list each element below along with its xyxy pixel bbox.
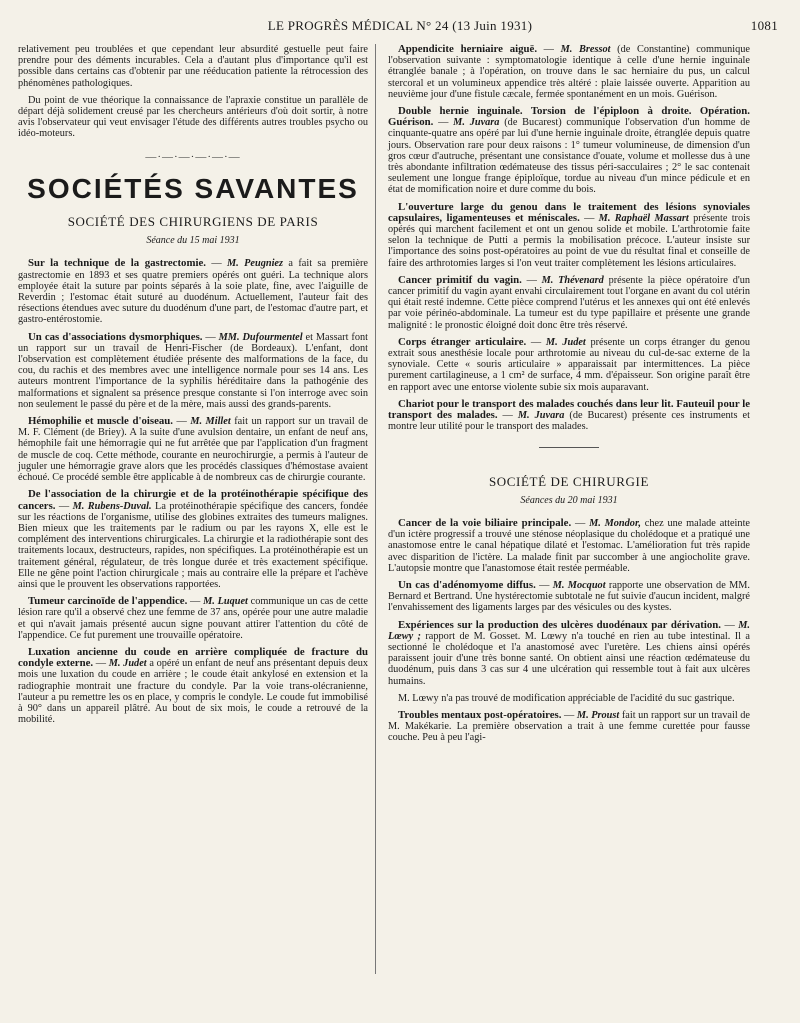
article-title: Double hernie inguinale. Torsion de l'épiploon à droite. Opération. Guérison. [388,105,750,129]
article-author: M. Proust [576,709,620,721]
article-text: fait un rapport sur un travail de M. F. Clément (de Briey). A la suite d'une avulsion dentaire, un enfant de neuf ans, hémophile fait une hémorragie qui ne fut arrêtée que par l'application d'un fragment de muscle de coq. Cette méthode, courante en neurochirurgie, a permis à l'auteur de juguler une hémorragie grave alors que les procédés classiques d'hémostase avaient échoué. Ce procédé semble être applicable à de nombreux cas de chirurgie courante. [18,416,368,484]
article-chariot: Chariot pour le transport des malades couchés dans leur lit. Fauteuil pour le transport des malades. — M. Juvara (de Bucarest) présente ces instruments et montre leur utilité pour le transport des malades. [388,397,750,433]
article-tumeur-carcinoide: Tumeur carcinoïde de l'appendice. — M. Luquet communique un cas de cette lésion rare qu'il a observé chez une femme de 37 ans, opérée pour une autre maladie et qui n'avait jamais présenté aucun signe pouvant attirer l'attention du côté de l'appendice. Ce fut purement une trouvaille opératoire. [18,595,368,641]
article-text: présente trois opérés qui marchent facilement et ont un genou solide et mobile. L'arthrotomie faite selon la technique de Putti a permis la mobilisation précoce. L'auteur insiste sur l'importance des soins post-opératoires au point de vue du résultat final et conseille de faire des arthrotomies larges si l'on veut traiter complètement les lésions articulaires. [388,212,750,269]
article-title: Un cas d'associations dysmorphiques. [28,330,203,343]
article-double-hernie: Double hernie inguinale. Torsion de l'épiploon à droite. Opération. Guérison. — M. Juvara (de Bucarest) communique l'observation d'un homme de cinquante-quatre ans opéré par lui d'une hernie inguinale droite, étranglée depuis quatre jours. Observation rare pour deux raisons : 1° tumeur volumineuse, de dimension d'un gros cœur d'autruche, présentant une consistance d'ouate, volume et mollesse dus à une très abondante infiltration œdémateuse des tissus péri-sacculaires ; 2° le sac contenait seulement une longue frange épiploïque, tordue au niveau d'un mince pédicule et en état de momification noire et dure comme du bois. [388,105,750,196]
article-author: M. Millet [190,416,231,428]
article-title: Sur la technique de la gastrectomie. [28,257,206,270]
article-corps-etranger: Corps étranger articulaire. — M. Judet présente un corps étranger du genou extrait sous anesthésie locale pour arthrotomie au niveau du cul-de-sac externe de la synoviale. Cette « souris articulaire » apparaissait par intermittences. La pièce purement cartilagineuse, a 1 cm² de surface, 4 mm. d'épaisseur. Son origine paraît être en rapport avec une entorse violente subie six mois auparavant. [388,335,750,393]
article-dysmorphiques: Un cas d'associations dysmorphiques. — MM. Dufourmentel et Massart font un rapport sur un travail de Henri-Fischer (de Bordeaux). L'enfant, dont l'observation est complètement étudiée présente des malformations de la face, du cou, du rachis et des membres avec une intelligence normale pour ses 14 ans. Les auteurs montrent l'importance de la syphilis héréditaire dans la pathogénie des malformations et signalent sa présence presque constante si l'on interroge avec soin non seulement le passé du père et de la mère, mais aussi des grands-parents. [18,330,368,410]
left-column [18,44,368,731]
article-author: M. Lœwy ; [388,619,750,642]
section-title: SOCIÉTÉS SAVANTES [27,172,359,204]
article-author: M. Judet [108,658,147,670]
article-text: chez une malade atteinte d'un ictère progressif a trouvé une sténose néoplasique du cholédoque et a pratiqué une anastomose entre le canal hépatique dilaté et l'estomac. L'amélioration fut très rapide avec disparition de l'ictère. La malade finit par succomber à une angiocholite grave. L'autopsie montre que l'anastomose était restée perméable. [388,517,750,574]
article-author: M. Juvara [517,410,565,422]
article-text: communique un cas de cette lésion rare qu'il a observé chez une femme de 37 ans, opérée pour une autre maladie et qui n'avait jamais présenté aucun signe pouvant attirer l'attention du côté de l'appendice. Ce fut purement une trouvaille opératoire. [18,596,368,641]
seance-date: Séances du 20 mai 1931 [520,494,618,506]
article-title: Cancer de la voie biliaire principale. [398,516,572,529]
article-text: fait un rapport sur un travail de M. Makékarie. La première observation a trait à une femme curettée pour fausse couche. Peu à peu l'agi- [388,709,750,744]
article-author: M. Bressot [560,44,611,55]
intro-paragraph-2: Du point de vue théorique la connaissance de l'apraxie constitue un parallèle de départ déjà solidement creusé par les chercheurs antérieurs d'où doit sortir, à notre avis l'observateur qui veut envisager l'étude des différents autres troubles psycho ou idéo-moteurs. [18,94,368,140]
article-title: Appendicite herniaire aiguë. [398,43,538,55]
article-troubles-mentaux: Troubles mentaux post-opératoires. — M. Proust fait un rapport sur un travail de M. Makékarie. La première observation a trait à une femme curettée pour fausse couche. Peu à peu l'agi- [388,708,750,744]
article-cancer-vagin: Cancer primitif du vagin. — M. Thévenard présente la pièce opératoire d'un cancer primitif du vagin ayant envahi circulairement tout l'organe en avant du col utérin qui était resté indemne. Cette pièce comprend l'utérus et les annexes qui ont été enlevés par voie périnéo-abdominale. La tumeur est du type papillaire et présente une grande malignité : le pronostic éloigné doit donc être très réservé. [388,273,750,331]
article-luxation-coude: Luxation ancienne du coude en arrière compliquée de fracture du condyle externe. — M. Judet a opéré un enfant de neuf ans présentant depuis deux mois une luxation du coude en arrière ; le coude était ankylosé en extension et la radiographie montrait une fracture du condyle. Par la voie trans-olécranienne, l'auteur a pu remettre les os en place, y compris le condyle. Le coude fut immobilisé à 90° dans un appareil plâtré. Au bout de six mois, le coude a retrouvé de la mobilité. [18,645,368,726]
article-title: De l'association de la chirurgie et de la protéinothérapie spécifique des cancers. [18,488,368,512]
article-text: La protéinothérapie spécifique des cancers, fondée sur les réactions de l'organisme, utilise des globines extraites des tumeurs malignes. Bien mieux que les traitements par le radium ou par les rayons X, elle est le complément des interventions chirurgicales. La chirurgie et la radiothérapie sont des traitements locaux, destructeurs, rapides, non spécifiques. La protéinothérapie est un traitement général, régulateur, de très longue durée et très exactement spécifique. Elle ne gêne point l'action chirurgicale ; mais au contraire elle la prépare et l'achève ainsi que le prouvent les observations rapportées. [18,500,368,590]
article-title: L'ouverture large du genou dans le traitement des lésions synoviales capsulaires, ligamenteuses et méniscales. [388,200,750,224]
page-header [22,16,778,34]
society-heading: SOCIÉTÉ DE CHIRURGIE [488,473,650,489]
society-heading: SOCIÉTÉ DES CHIRURGIENS DE PARIS [67,214,319,230]
right-column [388,44,750,750]
article-text: et Massart font un rapport sur un travail de Henri-Fischer (de Bordeaux). L'enfant, dont l'observation est complètement étudiée présente des malformations de la face, du cou, du rachis et des membres avec une intelligence normale pour ses 14 ans. Les auteurs montrent l'importance de la syphilis héréditaire dans la pathogénie des malformations et signalent sa présence presque constante si l'on interroge avec soin non seulement le passé du père et de la mère, mais aussi des grands-parents. [18,331,368,410]
article-author: M. Thévenard [541,274,604,286]
article-hemophilie: Hémophilie et muscle d'oiseau. — M. Millet fait un rapport sur un travail de M. F. Clément (de Briey). A la suite d'une avulsion dentaire, un enfant de neuf ans, hémophile fait une hémorragie qui ne fut arrêtée que par l'application d'un fragment de muscle de coq. Cette méthode, courante en neurochirurgie, a permis à l'auteur de juguler une hémorragie grave alors que les procédés classiques d'hémostase avaient échoué. Ce procédé semble être applicable à de nombreux cas de chirurgie courante. [18,415,368,484]
article-title: Luxation ancienne du coude en arrière compliquée de fracture du condyle externe. [18,645,368,670]
page-number: 1081 [750,18,778,33]
article-ulceres-note: M. Lœwy n'a pas trouvé de modification appréciable de l'acidité du suc gastrique. [398,692,735,704]
article-title: Corps étranger articulaire. [398,335,527,348]
article-text: présente la pièce opératoire d'un cancer primitif du vagin ayant envahi circulairement tout l'organe en avant du col utérin qui était resté indemne. Cette pièce comprend l'utérus et les annexes qui ont été enlevés par voie périnéo-abdominale. La tumeur est du type papillaire et présente une grande malignité : le pronostic éloigné doit donc être très réservé. [388,274,750,331]
article-text: (de Constantine) communique l'observation suivante : symptomatologie identique à celle d'une hernie inguinale étranglée banale ; à l'opération, on trouve dans le sac herniaire du pus, un calcul stercoral et un volumineux appendice très altéré : plaie laissée ouverte. Apparition au neuvième jour d'une fistule cæcale, fermée spontanément en un mois. Guérison. [388,44,750,100]
article-text: (de Bucarest) communique l'observation d'un homme de cinquante-quatre ans opéré par lui d'une hernie inguinale droite, étranglée depuis quatre jours. Observation rare pour deux raisons : 1° tumeur volumineuse, de dimension d'un gros cœur d'autruche, présentant une consistance d'ouate, volume et mollesse dus à une très abondante infiltration œdémateuse des tissus péri-sacculaires ; 2° le sac contenait seulement une longue frange épiploïque, tordue au niveau d'un mince pédicule et en état de momification noire et dure comme du bois. [388,117,750,196]
article-text: rapporte une observation de MM. Bernard et Bertrand. Une hystérectomie subtotale ne fut suivie d'aucun incident, malgré l'envahissement des ligaments larges par des vésicules ou des kystes. [388,579,750,614]
article-ulceres-duodenaux: Expériences sur la production des ulcères duodénaux par dérivation. — M. Lœwy ; rapport de M. Gosset. M. Lœwy n'a touché en rien au tube intestinal. Il a sectionné le cholédoque et l'a anastomosé avec l'uretère. Les chiens ainsi opérés paraissent jouir d'une très bonne santé. On obtient ainsi une réaction œdémateuse du duodénum, puis dans 3 cas sur 4 une ulcération qui ressemble tout à fait aux ulcères humains. [388,618,750,687]
article-author: M. Mondor, [589,517,641,529]
article-voie-biliaire: Cancer de la voie biliaire principale. — M. Mondor, chez une malade atteinte d'un ictère progressif a trouvé une sténose néoplasique du cholédoque et a pratiqué une anastomose entre le canal hépatique dilaté et l'estomac. L'amélioration fut très rapide avec disparition de l'ictère. La malade finit par succomber à une angiocholite grave. L'autopsie montre que l'anastomose était restée perméable. [388,516,750,574]
article-author: M. Peugniez [227,258,284,270]
article-text: rapport de M. Gosset. M. Lœwy n'a touché en rien au tube intestinal. Il a sectionné le cholédoque et l'a anastomosé avec l'uretère. Les chiens ainsi opérés paraissent jouir d'une très bonne santé. On obtient ainsi une réaction œdémateuse du duodénum, puis dans 3 cas sur 4 une ulcération qui ressemble tout à fait aux ulcères humains. [388,630,750,687]
article-author: M. Juvara [453,117,500,129]
article-appendicite: Appendicite herniaire aiguë. — M. Bressot (de Constantine) communique l'observation suivante : symptomatologie identique à celle d'une hernie inguinale étranglée banale ; à l'opération, on trouve dans le sac herniaire du pus, un calcul stercoral et un volumineux appendice très altéré : plaie laissée ouverte. Apparition au neuvième jour d'une fistule cæcale, fermée spontanément en un mois. Guérison. [388,43,750,100]
article-title: Un cas d'adénomyome diffus. [398,578,536,591]
article-genou: L'ouverture large du genou dans le traitement des lésions synoviales capsulaires, ligamenteuses et méniscales. — M. Raphaël Massart présente trois opérés qui marchent facilement et ont un genou solide et mobile. L'arthrotomie faite selon la technique de Putti a permis la mobilisation précoce. L'auteur insiste sur l'importance des soins post-opératoires au point de vue du résultat final et conseille de faire des arthrotomies larges si l'on veut traiter complètement les lésions articulaires. [388,200,750,269]
intro-paragraph-1: relativement peu troublées et que cependant leur absurdité gestuelle peut faire prendre pour des déments incurables. Cela a d'autant plus d'importance qu'il est possible dans certains cas d'obtenir par une rééducation patiente la rétrocession des phénomènes pathologiques. [18,44,368,89]
article-title: Hémophilie et muscle d'oiseau. [28,415,173,428]
article-author: M. Mocquot [552,579,606,591]
article-text: (de Bucarest) présente ces instruments et montre leur utilité pour le transport des malades. [388,410,750,433]
article-adenomyome: Un cas d'adénomyome diffus. — M. Mocquot rapporte une observation de MM. Bernard et Bertrand. Une hystérectomie subtotale ne fut suivie d'aucun incident, malgré l'envahissement des ligaments larges par des vésicules ou des kystes. [388,578,750,614]
article-gastrectomie: Sur la technique de la gastrectomie. — M. Peugniez a fait sa première gastrectomie en 1893 et ses quatre premiers opérés ont guéri. La technique alors employée était la suture par points séparés à la soie plate, fine, avec l'aiguille de Reverdin ; l'estomac était suturé au duodénum. Actuellement, l'auteur fait des résections étendues avec suture du duodénum d'une part, de l'estomac d'autre part, et gastro-entérostomie. [18,257,368,326]
article-author: M. Judet [545,336,586,348]
article-author: M. Rubens-Duval. [72,500,152,512]
article-title: Expériences sur la production des ulcères duodénaux par dérivation. [398,618,721,631]
article-title: Tumeur carcinoïde de l'appendice. [28,595,188,608]
article-text: présente un corps étranger du genou extrait sous anesthésie locale pour arthrotomie au niveau du cul-de-sac externe de la synoviale. Cette « souris articulaire » apparaissait par intermittences. La pièce purement cartilagineuse, a 1 cm² de surface, 4 mm. d'épaisseur. Son origine paraît être en rapport avec une entorse violente subie six mois auparavant. [388,336,750,393]
article-author: M. Luquet [203,596,248,608]
article-text: a opéré un enfant de neuf ans présentant depuis deux mois une luxation du coude en arrière ; le coude était ankylosé en extension et la radiographie montrait une fracture du condyle. Par la voie trans-olécranienne, l'auteur a pu remettre les os en place, y compris le condyle. Le coude fut immobilisé à 90° dans un appareil plâtré. Au bout de six mois, le coude a retrouvé de la mobilité. [18,658,368,726]
section-rule [539,447,599,448]
article-title: Cancer primitif du vagin. [398,273,522,286]
article-author: M. Raphaël Massart [598,212,689,224]
article-title: Chariot pour le transport des malades couchés dans leur lit. Fauteuil pour le transport des malades. [388,397,750,422]
ornament-divider: —·—·—·—·—·— [145,150,241,163]
column-divider [375,44,376,974]
article-proteinotherapie: De l'association de la chirurgie et de la protéinothérapie spécifique des cancers. — M. Rubens-Duval. La protéinothérapie spécifique des cancers, fondée sur les réactions de l'organisme, utilise des globines extraites des tumeurs malignes. Bien mieux que les traitements par le radium ou par les rayons X, elle est le complément des interventions chirurgicales. La chirurgie et la radiothérapie sont des traitements locaux, destructeurs, rapides, non spécifiques. La protéinothérapie est un traitement général, régulateur, de très longue durée et très exactement spécifique. Elle ne gêne point l'action chirurgicale ; mais au contraire elle la prépare et l'achève ainsi que le prouvent les observations rapportées. [18,488,368,590]
article-author: MM. Dufourmentel [218,331,303,343]
article-title: Troubles mentaux post-opératoires. [398,708,562,721]
seance-date: Séance du 15 mai 1931 [146,235,240,247]
journal-title: LE PROGRÈS MÉDICAL N° 24 (13 Juin 1931) [267,18,533,33]
article-text: a fait sa première gastrectomie en 1893 et ses quatre premiers opérés ont guéri. La technique alors employée était la suture par points séparés à la soie plate, fine, avec l'aiguille de Reverdin ; l'estomac était suturé au duodénum. Actuellement, l'auteur fait des résections étendues avec suture du duodénum d'une part, de l'estomac d'autre part, et gastro-entérostomie. [18,258,368,326]
